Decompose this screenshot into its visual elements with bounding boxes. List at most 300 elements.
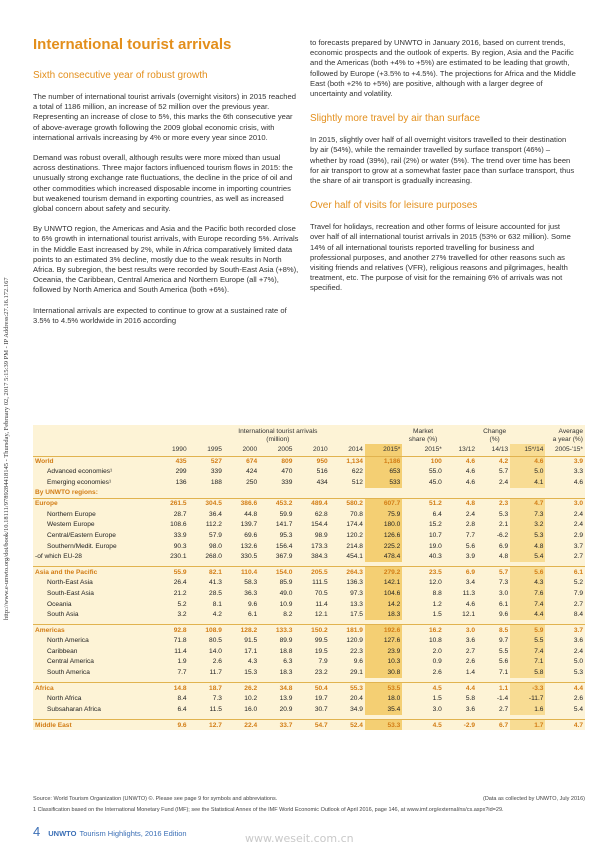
- cell-value: 7.9: [318, 658, 328, 666]
- cell-value: 7.9: [573, 589, 583, 597]
- cell-value: 5.5: [510, 636, 545, 647]
- watermark: www.weseit.com.cn: [245, 832, 354, 845]
- group-header-row: [33, 425, 585, 444]
- cell-value: 70.5: [314, 589, 328, 597]
- cell-value: 4.2: [499, 458, 509, 466]
- cell-value: 18.8: [279, 647, 293, 655]
- cell-value: 20.9: [279, 705, 293, 713]
- cell-value: 2.3: [477, 498, 510, 509]
- cell-value: 8.4: [573, 611, 583, 619]
- cell-value: 1.5: [432, 611, 442, 619]
- cell-value: 4.6: [465, 600, 475, 608]
- cell-value: 111.5: [312, 579, 328, 587]
- cell-value: 58.3: [244, 579, 258, 587]
- year-header: 2000: [224, 444, 259, 456]
- cell-value: 4.7: [545, 720, 585, 731]
- cell-value: 3.7: [545, 625, 585, 636]
- cell-value: 91.5: [244, 637, 258, 645]
- cell-value: 261.5: [153, 498, 188, 509]
- cell-value: 126.6: [365, 530, 402, 541]
- cell-value: 2.0: [432, 647, 442, 655]
- cell-value: 3.6: [573, 637, 583, 645]
- row-label: South Asia: [47, 611, 79, 619]
- table-row: [33, 509, 585, 520]
- cell-value: 950: [316, 458, 328, 466]
- section-heading-growth: Sixth consecutive year of robust growth: [33, 70, 208, 81]
- cell-value: 21.2: [173, 589, 187, 597]
- table-row: [33, 477, 585, 488]
- cell-value: 7.7: [465, 531, 475, 539]
- table-row: [33, 530, 585, 541]
- page-number: 4: [33, 824, 41, 839]
- cell-value: 11.4: [174, 647, 187, 655]
- cell-value: 424: [246, 468, 258, 476]
- cell-value: 3.6: [465, 705, 475, 713]
- cell-value: 22.3: [350, 647, 363, 655]
- table-row: [33, 541, 585, 552]
- cell-value: 2.7: [573, 600, 583, 608]
- cell-value: 9.7: [499, 637, 509, 645]
- row-label: North-East Asia: [47, 579, 93, 587]
- row-label: Emerging economies¹: [47, 478, 112, 486]
- cell-value: 3.0: [499, 589, 509, 597]
- row-label: Europe: [33, 498, 153, 509]
- table-row: [33, 683, 585, 694]
- cell-value: 55.0: [428, 468, 442, 476]
- cell-value: 19.7: [314, 695, 328, 703]
- cell-value: 8.2: [283, 611, 293, 619]
- table-row: [33, 567, 585, 578]
- cell-value: 34.9: [350, 705, 363, 713]
- cell-value: 174.4: [346, 521, 363, 529]
- cell-value: 100: [430, 458, 442, 466]
- cell-value: 10.2: [244, 695, 258, 703]
- cell-value: 6.4: [432, 510, 442, 518]
- cell-value: -11.7: [510, 693, 545, 704]
- cell-value: 1,186: [365, 456, 402, 467]
- cell-value: 5.3: [510, 530, 545, 541]
- table-row: [33, 456, 585, 467]
- cell-value: 23.9: [365, 646, 402, 657]
- cell-value: 1.6: [510, 704, 545, 715]
- cell-value: 607.7: [365, 498, 402, 509]
- cell-value: 339: [210, 468, 222, 476]
- cell-value: 2.7: [499, 705, 509, 713]
- cell-value: 6.3: [283, 658, 293, 666]
- cell-value: 4.4: [545, 683, 585, 694]
- table-row: [33, 488, 585, 499]
- cell-value: 3.2: [177, 611, 187, 619]
- cell-value: 4.6: [510, 456, 545, 467]
- cell-value: 5.8: [510, 667, 545, 678]
- section-heading-air: Slightly more travel by air than surface: [310, 113, 481, 125]
- cell-value: 5.4: [510, 551, 545, 562]
- cell-value: 214.8: [346, 542, 363, 550]
- table-row: [33, 599, 585, 610]
- row-label: Oceania: [47, 600, 72, 608]
- cell-value: 527: [210, 458, 222, 466]
- cell-value: 4.8: [444, 498, 477, 509]
- cell-value: 4.8: [510, 541, 545, 552]
- cell-value: 71.8: [173, 637, 187, 645]
- table-row: [33, 693, 585, 704]
- row-label: Central/Eastern Europe: [47, 531, 116, 539]
- arrivals-group-header: International tourist arrivals (million): [238, 428, 318, 443]
- table-row: [33, 646, 585, 657]
- cell-value: 26.2: [224, 683, 259, 694]
- cell-value: 11.7: [209, 669, 222, 677]
- cell-value: 142.1: [365, 578, 402, 589]
- cell-value: 6.1: [499, 600, 509, 608]
- year-header: 1995: [189, 444, 224, 456]
- cell-value: 3.0: [545, 498, 585, 509]
- cell-value: 97.3: [350, 589, 363, 597]
- cell-value: -6.2: [496, 531, 509, 539]
- cell-value: 120.2: [346, 531, 363, 539]
- cell-value: -2.9: [444, 720, 477, 731]
- cell-value: 5.2: [573, 579, 583, 587]
- cell-value: 3.7: [573, 542, 583, 550]
- cell-value: 7.4: [510, 646, 545, 657]
- cell-value: 4.4: [510, 609, 545, 620]
- row-label: Middle East: [33, 720, 153, 731]
- cell-value: 10.8: [428, 637, 442, 645]
- cell-value: -1.4: [496, 695, 509, 703]
- cell-value: 533: [365, 477, 402, 488]
- row-label: Africa: [33, 683, 153, 694]
- cell-value: 304.5: [189, 498, 224, 509]
- cell-value: 225.2: [365, 541, 402, 552]
- cell-value: 49.0: [279, 589, 293, 597]
- cell-value: 5.3: [499, 510, 509, 518]
- cell-value: 1.1: [477, 683, 510, 694]
- cell-value: 5.6: [499, 658, 509, 666]
- cell-value: 2.6: [432, 669, 442, 677]
- cell-value: 154.4: [311, 521, 328, 529]
- cell-value: 112.2: [205, 521, 222, 529]
- cell-value: 1.7: [510, 720, 545, 731]
- table-row: [33, 704, 585, 715]
- paragraph: to forecasts prepared by UNWTO in January 2016, based on current trends, economic prospects and the outlook of experts. By region, Asia and the Pacific and the Americas (both +4% to +5%) are estimated to be leading that growth, followed by Europe (+3.5% to +4.5%). The projections for Africa and the Middle East (both +2% to +5%) are positive, although with a larger degree of uncertainty and volatility.: [310, 38, 576, 99]
- cell-value: 150.2: [294, 625, 329, 636]
- row-label: World: [35, 458, 54, 466]
- cell-value: 45.0: [428, 478, 442, 486]
- cell-value: 5.7: [477, 567, 510, 578]
- cell-value: 35.4: [365, 704, 402, 715]
- cell-value: 367.9: [275, 553, 293, 561]
- cell-value: 80.5: [209, 637, 222, 645]
- cell-value: 478.4: [365, 551, 402, 562]
- cell-value: 2.9: [573, 531, 583, 539]
- cell-value: 15.3: [244, 669, 258, 677]
- section-heading-leisure: Over half of visits for leisure purposes: [310, 200, 478, 212]
- cell-value: 19.5: [314, 647, 328, 655]
- row-label: Asia and the Pacific: [33, 567, 153, 578]
- cell-value: 156.4: [275, 542, 293, 550]
- cell-value: 18.3: [279, 669, 293, 677]
- cell-value: 12.1: [462, 611, 475, 619]
- cell-value: 30.8: [365, 667, 402, 678]
- cell-value: 13.3: [350, 600, 363, 608]
- cell-value: 8.5: [477, 625, 510, 636]
- cell-value: 7.3: [499, 579, 509, 587]
- cell-value: 454.1: [346, 553, 363, 561]
- cell-value: 14.8: [153, 683, 188, 694]
- cell-value: 18.0: [365, 693, 402, 704]
- cell-value: 12.1: [314, 611, 328, 619]
- row-label: Advanced economies¹: [47, 468, 113, 476]
- page-title: International tourist arrivals: [33, 36, 232, 53]
- paragraph: Travel for holidays, recreation and other forms of leisure accounted for just over half of all international tourist arrivals in 2015 (53% or 632 million). Some 14% of all international tourists reported travelling for business and professional purposes, and another 27% travelled for other reasons such as visiting friends and relatives (VFR), religious reasons and pilgrimages, health treatment, etc. The purpose of visit for the remaining 6% of arrivals was not specified.: [310, 222, 571, 293]
- cell-value: 7.7: [177, 669, 187, 677]
- table-row: [33, 578, 585, 589]
- cell-value: 29.1: [350, 669, 363, 677]
- cell-value: 28.7: [173, 510, 187, 518]
- cell-value: 53.3: [365, 720, 402, 731]
- cell-value: 7.3: [510, 509, 545, 520]
- page-footer: [33, 824, 187, 839]
- cell-value: 23.2: [314, 669, 328, 677]
- year-header: 2015*: [365, 444, 402, 456]
- cell-value: 4.6: [465, 468, 475, 476]
- arrivals-table: [33, 425, 585, 730]
- cell-value: 809: [281, 458, 293, 466]
- cell-value: 4.5: [402, 683, 443, 694]
- cell-value: 330.5: [240, 553, 258, 561]
- cell-value: 5.6: [510, 567, 545, 578]
- cell-value: 5.2: [177, 600, 187, 608]
- cell-value: 82.1: [189, 567, 224, 578]
- cell-value: 6.9: [499, 542, 509, 550]
- cell-value: 299: [175, 468, 187, 476]
- cell-value: 89.9: [279, 637, 293, 645]
- year-header: 2015*: [402, 444, 443, 456]
- table-row: [33, 657, 585, 668]
- cell-value: 7.4: [510, 599, 545, 610]
- cell-value: 75.9: [365, 509, 402, 520]
- table-row: [33, 467, 585, 478]
- cell-value: 674: [246, 458, 258, 466]
- cell-value: 1.4: [465, 669, 475, 677]
- cell-value: 10.3: [365, 657, 402, 668]
- cell-value: 85.9: [279, 579, 293, 587]
- cell-value: 4.1: [510, 477, 545, 488]
- cell-value: 5.8: [465, 695, 475, 703]
- arrivals-table-panel: [33, 425, 585, 730]
- cell-value: 8.1: [212, 600, 222, 608]
- cell-value: 2.4: [573, 647, 583, 655]
- cell-value: 1.5: [432, 695, 442, 703]
- cell-value: 2.7: [465, 647, 475, 655]
- cell-value: 33.7: [259, 720, 294, 731]
- cell-value: 3.4: [465, 579, 475, 587]
- cell-value: 18.7: [189, 683, 224, 694]
- cell-value: 434: [316, 478, 328, 486]
- cell-value: 53.5: [365, 683, 402, 694]
- cell-value: 40.3: [428, 553, 442, 561]
- cell-value: 653: [365, 467, 402, 478]
- cell-value: 57.9: [209, 531, 222, 539]
- row-label: Americas: [33, 625, 153, 636]
- cell-value: 2.1: [499, 521, 509, 529]
- source-note: Source: World Tourism Organization (UNWTO) ©. Please see page 9 for symbols and abbreviations.: [33, 796, 278, 802]
- cell-value: 250: [246, 478, 258, 486]
- cell-value: 20.4: [350, 695, 363, 703]
- cell-value: 470: [281, 468, 293, 476]
- cell-value: 127.6: [365, 636, 402, 647]
- cell-value: 6.7: [477, 720, 510, 731]
- cell-value: 3.9: [465, 553, 475, 561]
- cell-value: 54.7: [294, 720, 329, 731]
- cell-value: 95.3: [279, 531, 293, 539]
- table-row: [33, 609, 585, 620]
- cell-value: 50.4: [294, 683, 329, 694]
- cell-value: 2.6: [212, 658, 222, 666]
- cell-value: 36.3: [244, 589, 258, 597]
- year-header: 13/12: [444, 444, 477, 456]
- cell-value: 1.2: [432, 600, 442, 608]
- cell-value: 92.8: [153, 625, 188, 636]
- year-header: 2005: [259, 444, 294, 456]
- row-label: North Africa: [47, 695, 82, 703]
- cell-value: 59.9: [279, 510, 293, 518]
- year-header-row: [33, 444, 585, 456]
- year-header: 2005-'15*: [545, 444, 585, 456]
- cell-value: 108.9: [189, 625, 224, 636]
- cell-value: 6.9: [444, 567, 477, 578]
- cell-value: 33.9: [173, 531, 187, 539]
- cell-value: 22.4: [224, 720, 259, 731]
- cell-value: 17.1: [244, 647, 258, 655]
- cell-value: 26.4: [173, 579, 187, 587]
- cell-value: 5.3: [573, 669, 583, 677]
- cell-value: 512: [351, 478, 363, 486]
- cell-value: 453.2: [259, 498, 294, 509]
- cell-value: 3.6: [465, 637, 475, 645]
- cell-value: 98.9: [314, 531, 328, 539]
- table-row: [33, 636, 585, 647]
- paragraph: The number of international tourist arrivals (overnight visitors) in 2015 reached a total of 1186 million, an increase of 52 million over the previous year. Representing an increase of close to 5%, this marks the 6th consecutive year of above-average growth following the 2009 global economic crisis, with international arrivals increasing by 4% or more every year since 2010.: [33, 92, 296, 142]
- table-row: [33, 551, 585, 562]
- cell-value: 6.1: [545, 567, 585, 578]
- cell-value: 1.9: [177, 658, 187, 666]
- cell-value: 4.7: [510, 498, 545, 509]
- cell-value: 8.4: [177, 695, 187, 703]
- cell-value: 11.4: [315, 600, 328, 608]
- cell-value: 489.4: [294, 498, 329, 509]
- row-label: Northern Europe: [47, 510, 96, 518]
- cell-value: 264.3: [330, 567, 365, 578]
- left-column: [33, 70, 299, 336]
- share-group-header: Market share (%): [408, 428, 438, 443]
- row-label: South-East Asia: [47, 589, 94, 597]
- cell-value: 580.2: [330, 498, 365, 509]
- cell-value: 7.1: [510, 657, 545, 668]
- table-row: [33, 667, 585, 678]
- change-group-header: Change (%): [483, 428, 507, 443]
- table-row: [33, 588, 585, 599]
- table-row: [33, 520, 585, 531]
- cell-value: 108.6: [170, 521, 187, 529]
- cell-value: 16.2: [402, 625, 443, 636]
- cell-value: 4.3: [510, 578, 545, 589]
- cell-value: 12.7: [189, 720, 224, 731]
- cell-value: 13.9: [279, 695, 293, 703]
- row-label: South America: [47, 669, 90, 677]
- cell-value: 7.6: [510, 588, 545, 599]
- cell-value: 154.0: [259, 567, 294, 578]
- cell-value: 173.3: [311, 542, 328, 550]
- cell-value: 11.5: [209, 705, 222, 713]
- cell-value: 3.0: [432, 705, 442, 713]
- cell-value: 279.2: [365, 567, 402, 578]
- cell-value: 9.6: [247, 600, 258, 608]
- year-header: 15*/14: [510, 444, 545, 456]
- avg-group-header: Average a year (%): [552, 428, 583, 443]
- year-header: 2014: [330, 444, 365, 456]
- cell-value: 9.6: [499, 611, 509, 619]
- cell-value: 4.6: [573, 478, 583, 486]
- cell-value: 4.5: [402, 720, 443, 731]
- cell-value: 384.3: [311, 553, 328, 561]
- cell-value: 52.4: [330, 720, 365, 731]
- year-header: 14/13: [477, 444, 510, 456]
- cell-value: 181.9: [330, 625, 365, 636]
- cell-value: 2.6: [573, 695, 583, 703]
- table-row: [33, 625, 585, 636]
- cell-value: 14.0: [209, 647, 222, 655]
- cell-value: 192.6: [365, 625, 402, 636]
- cell-value: 2.4: [465, 510, 475, 518]
- cell-value: 90.3: [173, 542, 187, 550]
- cell-value: 6.1: [247, 611, 258, 619]
- cell-value: 386.6: [224, 498, 259, 509]
- cell-value: 3.2: [510, 520, 545, 531]
- cell-value: 16.0: [244, 705, 258, 713]
- cell-value: 5.0: [510, 467, 545, 478]
- row-label: Central America: [47, 658, 94, 666]
- row-label: -of which EU-28: [35, 553, 82, 561]
- cell-value: 4.8: [499, 553, 509, 561]
- cell-value: 5.5: [499, 647, 509, 655]
- table-row: [33, 720, 585, 731]
- cell-value: 1,134: [346, 458, 363, 466]
- cell-value: 2.4: [573, 521, 583, 529]
- row-label: By UNWTO regions:: [35, 489, 98, 497]
- cell-value: 132.6: [240, 542, 258, 550]
- cell-value: 4.2: [212, 611, 222, 619]
- cell-value: 230.1: [170, 553, 187, 561]
- cell-value: 4.4: [444, 683, 477, 694]
- row-label: North America: [47, 637, 89, 645]
- paragraph: By UNWTO region, the Americas and Asia and the Pacific both recorded close to 6% growth in international tourist arrivals, with Europe recording 5%. Arrivals in the Middle East increased by 2%, while in Africa comparatively limited data points to an estimated 3% decline, mostly due to the weak results in North Africa. By subregion, the best results were recorded by South-East Asia (+8%), Oceania, the Caribbean, Central America and Northern Europe (all +7%), followed by North America and South America (both +6%).: [33, 224, 299, 295]
- cell-value: 5.4: [573, 705, 583, 713]
- cell-value: 41.3: [209, 579, 222, 587]
- cell-value: 12.0: [428, 579, 442, 587]
- cell-value: 188: [210, 478, 222, 486]
- cell-value: 9.6: [153, 720, 188, 731]
- cell-value: 2.6: [465, 658, 475, 666]
- cell-value: 18.3: [365, 609, 402, 620]
- cell-value: 4.6: [465, 458, 475, 466]
- cell-value: 3.0: [444, 625, 477, 636]
- cell-value: 14.2: [365, 599, 402, 610]
- footer-publication: Tourism Highlights, 2016 Edition: [79, 829, 187, 838]
- cell-value: 7.3: [212, 695, 222, 703]
- cell-value: 120.9: [346, 637, 363, 645]
- cell-value: 62.8: [314, 510, 328, 518]
- cell-value: -3.3: [510, 683, 545, 694]
